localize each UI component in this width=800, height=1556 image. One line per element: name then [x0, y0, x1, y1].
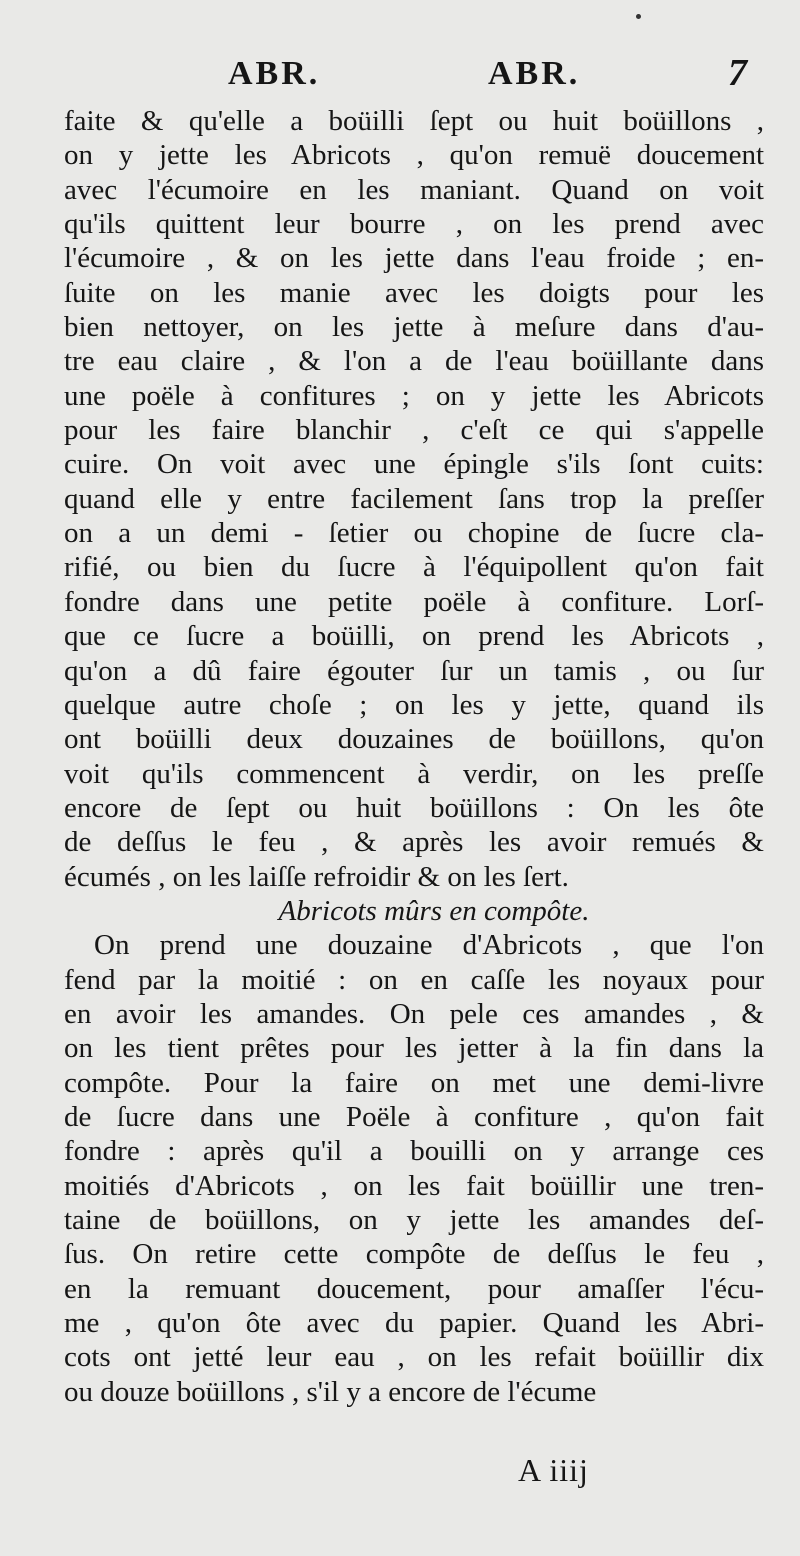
text-line: ſus. On retire cette compôte de deſſus le feu , [64, 1238, 764, 1271]
signature-mark: A iiij [518, 1452, 589, 1488]
text-line: on y jette les Abricots , qu'on remuë doucement [64, 139, 764, 172]
text-line: de ſucre dans une Poële à confiture , qu'on fait [64, 1100, 764, 1133]
header-left: ABR. [228, 55, 321, 92]
text-line: moitiés d'Abricots , on les fait boüillir une tren- [64, 1169, 764, 1202]
text-line: qu'ils quittent leur bourre , on les prend avec [64, 208, 764, 241]
text-line: compôte. Pour la faire on met une demi-livre [64, 1066, 764, 1099]
text-line: quand elle y entre facilement ſans trop la preſſer [64, 482, 764, 515]
text-line: fondre dans une petite poële à confiture. Lorſ- [64, 585, 764, 618]
text-line: bien nettoyer, on les jette à meſure dans d'au- [64, 311, 764, 344]
running-header [0, 52, 800, 105]
text-line: écumés , on les laiſſe refroidir & on les ſert. [64, 860, 569, 893]
text-line: on a un demi - ſetier ou chopine de ſucre cla- [64, 517, 764, 550]
text-line: fend par la moitié : on en caſſe les noyaux pour [64, 963, 764, 996]
text-line: rifié, ou bien du ſucre à l'équipollent qu'on fait [64, 551, 764, 584]
text-line: en avoir les amandes. On pele ces amandes , & [64, 997, 764, 1030]
text-line: on les tient prêtes pour les jetter à la fin dans la [64, 1032, 764, 1065]
text-line: ont boüilli deux douzaines de boüillons, qu'on [64, 723, 764, 756]
text-line: taine de boüillons, on y jette les amandes deſ- [64, 1204, 764, 1236]
text-line: ou douze boüillons , s'il y a encore de l'écume [64, 1375, 597, 1408]
text-line: ſuite on les manie avec les doigts pour les [64, 276, 764, 309]
text-line: fondre : après qu'il a bouilli on y arrange ces [64, 1135, 764, 1168]
text-line: voit qu'ils commencent à verdir, on les preſſe [64, 757, 764, 790]
paragraph-1 [64, 104, 764, 894]
text-line: tre eau claire , & l'on a de l'eau boüillante dans [64, 345, 764, 378]
text-line: avec l'écumoire en les maniant. Quand on voit [64, 173, 764, 206]
text-line: l'écumoire , & on les jette dans l'eau froide ; en- [64, 242, 764, 275]
page-number: 7 [728, 52, 750, 94]
text-line: cots ont jetté leur eau , on les refait boüillir dix [64, 1341, 764, 1374]
body-text [64, 104, 764, 1409]
text-line: encore de ſept ou huit boüillons : On les ôte [64, 791, 764, 824]
ink-speck [636, 14, 641, 19]
paragraph-2 [64, 928, 764, 1409]
text-line: On prend une douzaine d'Abricots , que l'on [94, 929, 764, 962]
text-line: de deſſus le feu , & après les avoir remués & [64, 826, 764, 859]
text-line: qu'on a dû faire égouter ſur un tamis , ou ſur [64, 654, 764, 687]
text-line: me , qu'on ôte avec du papier. Quand les Abri- [64, 1307, 764, 1340]
text-line: que ce ſucre a boüilli, on prend les Abricots , [64, 620, 764, 653]
text-line: faite & qu'elle a boüilli ſept ou huit boüillons , [64, 105, 764, 137]
text-line: en la remuant doucement, pour amaſſer l'écu- [64, 1272, 764, 1305]
text-line: quelque autre choſe ; on les y jette, quand ils [64, 688, 764, 721]
header-middle: ABR. [488, 55, 581, 92]
section-heading: Abricots mûrs en compôte. [278, 894, 590, 927]
text-line: une poële à confitures ; on y jette les Abricots [64, 379, 764, 412]
text-line: pour les faire blanchir , c'eſt ce qui s'appelle [64, 414, 764, 447]
text-line: cuire. On voit avec une épingle s'ils ſont cuits: [64, 448, 764, 481]
